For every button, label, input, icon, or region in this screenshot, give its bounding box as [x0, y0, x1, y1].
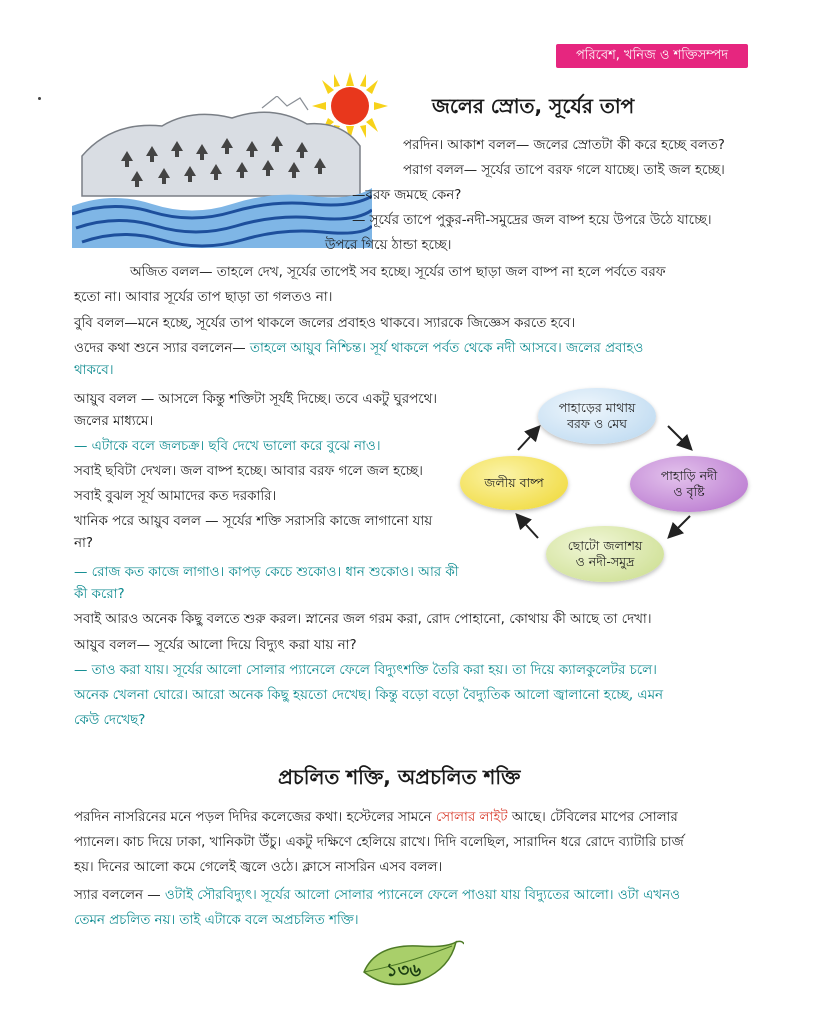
dialogue-line-4: — সূর্যের তাপে পুকুর-নদী-সমুদ্রের জল বাষ্প হয়ে উপরে উঠে যাচ্ছে।: [352, 213, 712, 228]
arrow-top-to-right: [668, 426, 690, 448]
dialogue-line-1: পরদিন। আকাশ বলল— জলের স্রোতটা কী করে হচ্ছে বলত?: [403, 138, 725, 153]
para-sir-teal: তাহলে আয়ুব নিশ্চিন্ত। সূর্য থাকলে পর্বত থেকে নদী আসবে। জলের প্রবাহও: [249, 341, 644, 356]
para-answer-3: কেউ দেখেছ?: [74, 713, 146, 728]
left-col2-line-1: সবাই ছবিটা দেখল। জল বাষ্প হচ্ছে। আবার বরফ গলে জল হচ্ছে।: [74, 464, 423, 479]
water-cycle-diagram: [460, 388, 760, 580]
para-nasrin-3: হয়। দিনের আলো কমে গেলেই জ্বলে ওঠে। ক্লাসে নাসরিন এসব বলল।: [74, 860, 443, 875]
cycle-arrows: [460, 388, 760, 580]
para-sir-solar-1: [74, 886, 680, 906]
left-col-teal-1: — এটাকে বলে জলচক্র। ছবি দেখে ভালো করে বুঝে নাও।: [74, 439, 381, 454]
page-number: ১৩৬: [386, 960, 422, 981]
cycle-top-line-2: বরফ ও মেঘ: [567, 416, 627, 431]
para-sir-prefix: ওদের কথা শুনে স্যার বললেন—: [74, 341, 246, 356]
solar-light-highlight: সোলার লাইট: [435, 810, 508, 825]
para-sir-solar-prefix: স্যার বললেন —: [74, 888, 165, 903]
para-nasrin-1a: পরদিন নাসরিনের মনে পড়ল দিদির কলেজের কথা। হস্টেলের সামনে: [74, 810, 436, 825]
para-sir-2: থাকবে।: [74, 363, 114, 378]
para-sir-solar-teal: ওটাই সৌরবিদ্যুৎ। সূর্যের আলো সোলার প্যানেলে ফেলে পাওয়া যায় বিদ্যুতের আলো। ওটা এখনও: [164, 888, 680, 903]
chapter-tag: পরিবেশ, খনিজ ও শক্তিসম্পদ: [556, 44, 748, 68]
para-everyone: সবাই আরও অনেক কিছু বলতে শুরু করল। স্নানের জল গরম করা, রোদ পোহানো, কোথায় কী আছে তা দেখা।: [74, 612, 652, 627]
left-col-line-1: আয়ুব বলল — আসলে কিন্তু শক্তিটা সূর্যই দিচ্ছে। তবে একটু ঘুরপথে।: [74, 392, 438, 407]
section-title-water-sun: জলের স্রোত, সূর্যের তাপ: [432, 94, 635, 118]
cycle-top-line-1: পাহাড়ের মাথায়: [558, 400, 636, 415]
dialogue-line-2: পরাগ বলল— সূর্যের তাপে বরফ গলে যাচ্ছে। তাই জল হচ্ছে।: [403, 163, 725, 178]
arrow-bottom-to-left: [518, 516, 538, 538]
cycle-right-line-2: ও বৃষ্টি: [673, 484, 705, 499]
left-col-teal-2b: কী করো?: [74, 587, 125, 602]
left-col-line-2: জলের মাধ্যমে।: [74, 414, 154, 429]
cycle-left-line-1: জলীয় বাষ্প: [484, 475, 544, 490]
para-answer-2: অনেক খেলনা ঘোরে। আরো অনেক কিছু হয়তো দেখেছ। কিন্তু বড়ো বড়ো বৈদ্যুতিক আলো জ্বালানো হচ্ছে, এমন: [74, 688, 664, 703]
dialogue-line-3: —বরফ জমছে কেন?: [352, 188, 462, 203]
arrow-right-to-bottom: [670, 516, 690, 536]
para-nasrin-1b: আছে। টেবিলের মাপের সোলার: [507, 810, 678, 825]
para-ajit-1: অজিত বলল— তাহলে দেখ, সূর্যের তাপেই সব হচ্ছে। সূর্যের তাপ ছাড়া জল বাষ্প না হলে পর্বতে বরফ: [130, 265, 666, 280]
speck: [38, 97, 41, 100]
left-col-teal-2a: — রোজ কত কাজে লাগাও। কাপড় কেচে শুকোও। ধান শুকোও। আর কী: [74, 565, 459, 580]
arrow-left-to-top: [518, 428, 538, 450]
left-col2-line-2: সবাই বুঝল সূর্য আমাদের কত দরকারি।: [74, 489, 277, 504]
para-ayub-question: আয়ুব বলল— সূর্যের আলো দিয়ে বিদ্যুৎ করা যায় না?: [74, 638, 357, 653]
para-nasrin-1: [74, 808, 678, 828]
para-answer-1: — তাও করা যায়। সূর্যের আলো সোলার প্যানেলে ফেলে বিদ্যুৎশক্তি তৈরি করা হয়। তা দিয়ে ক্যালকুলেটর চলে।: [74, 663, 657, 678]
para-ajit-2: হতো না। আবার সূর্যের তাপ ছাড়া তা গলতও না।: [74, 290, 333, 305]
dialogue-line-5: উপরে গিয়ে ঠান্ডা হচ্ছে।: [325, 238, 452, 253]
para-bubi: বুবি বলল—মনে হচ্ছে, সূর্যের তাপ থাকলে জলের প্রবাহও থাকবে। স্যারকে জিজ্ঞেস করতে হবে।: [74, 316, 576, 331]
cycle-bottom-line-2: ও নদী-সমুদ্র: [575, 554, 635, 569]
left-col2-line-3: খানিক পরে আয়ুব বলল — সূর্যের শক্তি সরাসরি কাজে লাগানো যায়: [74, 514, 433, 529]
mountain-water-illustration: [72, 96, 372, 248]
para-sir-solar-2: তেমন প্রচলিত নয়। তাই এটাকে বলে অপ্রচলিত শক্তি।: [74, 913, 359, 928]
section-title-energy: প্রচলিত শক্তি, অপ্রচলিত শক্তি: [278, 765, 521, 789]
para-sir-1: [74, 339, 643, 359]
cycle-bottom-line-1: ছোটো জলাশয়: [567, 538, 643, 553]
left-col2-line-4: না?: [74, 536, 93, 551]
para-nasrin-2: প্যানেল। কাচ দিয়ে ঢাকা, খানিকটা উঁচু। একটু দক্ষিণে হেলিয়ে রাখে। দিদি বলেছিল, সারাদিন ধরে রোদে ব্যাটারি চার্জ: [74, 835, 684, 850]
cycle-right-line-1: পাহাড়ি নদী: [660, 468, 718, 483]
